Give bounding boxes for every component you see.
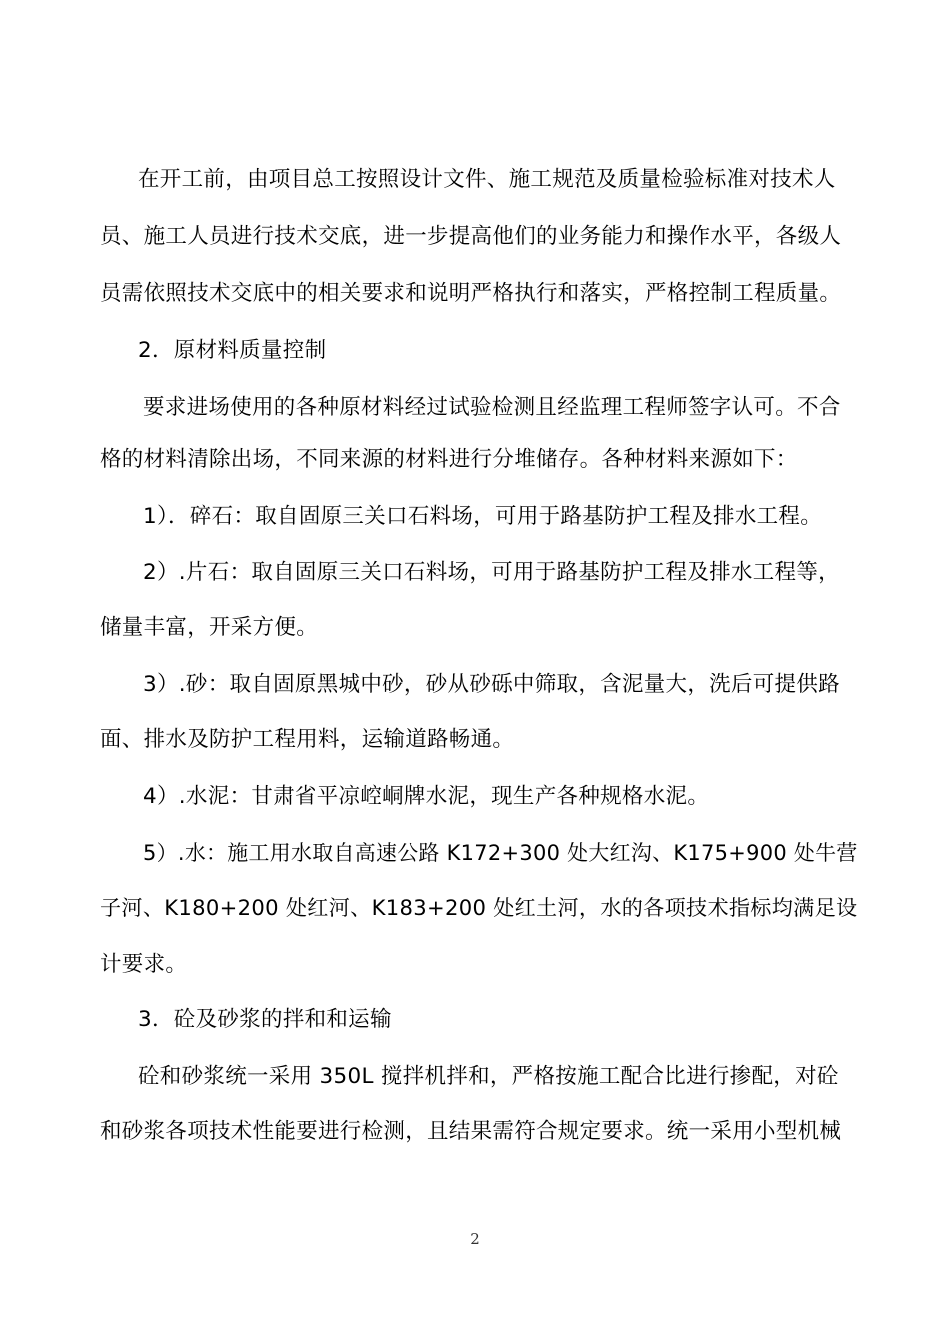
paragraph-line: 要求进场使用的各种原材料经过试验检测且经监理工程师签字认可。不合 <box>143 395 841 420</box>
list-item-continuation: 面、排水及防护工程用料，运输道路畅通。 <box>100 727 515 752</box>
paragraph-line: 格的材料清除出场，不同来源的材料进行分堆储存。各种材料来源如下： <box>100 447 798 472</box>
list-item: 5）.水：施工用水取自高速公路 K172+300 处大红沟、K175+900 处牛营 <box>143 841 858 865</box>
list-item: 2）.片石：取自固原三关口石料场，可用于路基防护工程及排水工程等， <box>143 560 840 585</box>
section-heading: 2．原材料质量控制 <box>138 338 327 363</box>
paragraph-line: 和砂浆各项技术性能要进行检测，且结果需符合规定要求。统一采用小型机械 <box>100 1119 842 1144</box>
list-item-continuation: 储量丰富，开采方便。 <box>100 615 319 640</box>
paragraph-line: 砼和砂浆统一采用 350L 搅拌机拌和，严格按施工配合比进行掺配，对砼 <box>138 1064 839 1089</box>
paragraph-line: 在开工前，由项目总工按照设计文件、施工规范及质量检验标准对技术人 <box>138 167 836 192</box>
paragraph-line: 员需依照技术交底中的相关要求和说明严格执行和落实，严格控制工程质量。 <box>100 281 842 306</box>
page-number: 2 <box>470 1230 480 1248</box>
paragraph-line: 员、施工人员进行技术交底，进一步提高他们的业务能力和操作水平，各级人 <box>100 224 842 249</box>
section-heading: 3．砼及砂浆的拌和和运输 <box>138 1007 392 1032</box>
list-item: 1）．碎石：取自固原三关口石料场，可用于路基防护工程及排水工程。 <box>143 504 823 529</box>
list-item: 4）.水泥：甘肃省平凉崆峒牌水泥，现生产各种规格水泥。 <box>143 784 710 809</box>
list-item: 3）.砂：取自固原黑城中砂，砂从砂砾中筛取，含泥量大，洗后可提供路 <box>143 672 840 697</box>
list-item-continuation: 计要求。 <box>100 952 188 977</box>
list-item-continuation: 子河、K180+200 处红河、K183+200 处红土河，水的各项技术指标均满足设 <box>100 895 858 920</box>
